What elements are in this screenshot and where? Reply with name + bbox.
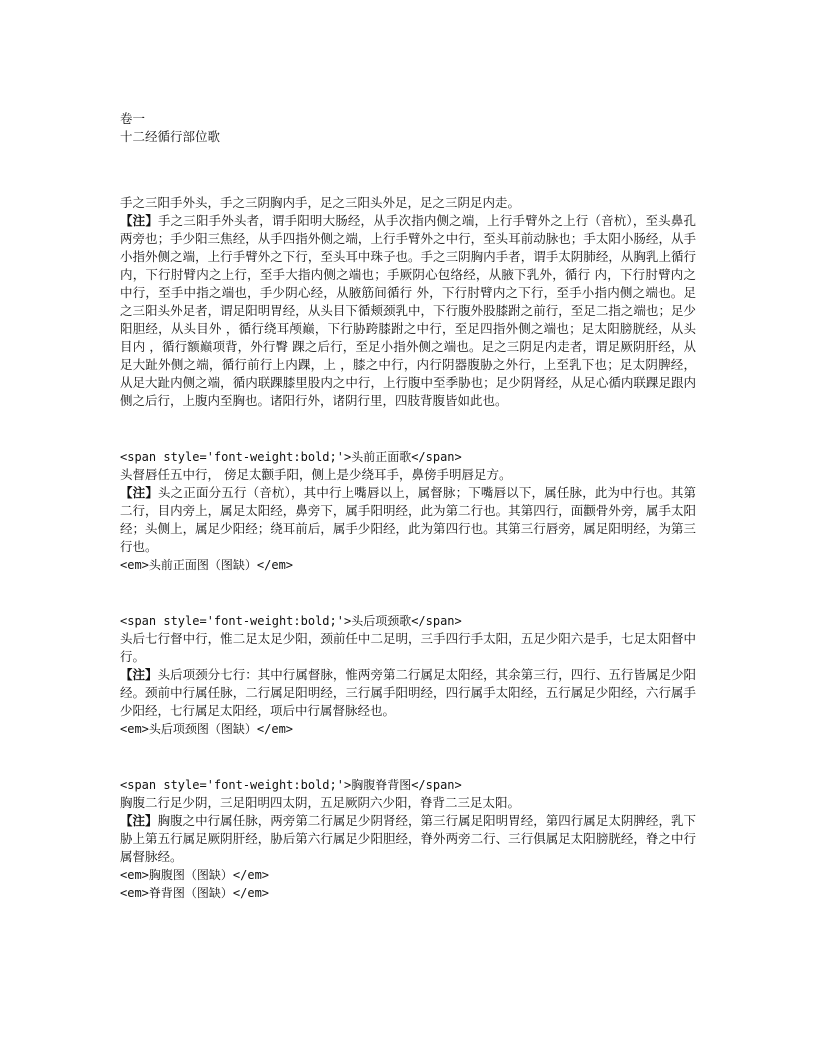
- annotation-text: 头之正面分五行（音杭），其中行上嘴唇以上，属督脉；下嘴唇以下，属任脉，此为中行也。其第二行，目内旁上，属足太阳经，鼻旁下，属手阳明经，此为第二行也。其第四行，面颧骨外旁，属手太阳经；头侧上，属足少阳经；绕耳前后，属手少阳经，此为第四行也。其第三行唇旁，属足阳明经，为第三行也。: [120, 485, 696, 554]
- section-heading: <span style='font-weight:bold;'>头后项颈歌</span>: [120, 614, 462, 628]
- verse: 头后七行督中行，惟二足太足少阳，颈前任中二足明，三手四行手太阳，五足少阳六是手，七足太阳督中行。: [120, 631, 696, 664]
- section-meridian-verse: [120, 194, 696, 410]
- volume-label: 卷一: [120, 111, 146, 126]
- figure-placeholder: <em>头前正面图（图缺）</em>: [120, 558, 294, 572]
- verse: 头督唇任五中行， 傍足太颧手阳，侧上是少绕耳手，鼻傍手明唇足方。: [120, 467, 512, 482]
- annotation-mark: 【注】: [120, 213, 158, 228]
- annotation: [120, 666, 696, 720]
- annotation-mark: 【注】: [120, 667, 158, 682]
- section-chest-back: [120, 776, 696, 902]
- annotation: [120, 484, 696, 556]
- annotation: [120, 212, 696, 410]
- section-head-front: [120, 448, 696, 574]
- annotation-mark: 【注】: [120, 485, 158, 500]
- section-heading: <span style='font-weight:bold;'>头前正面歌</span>: [120, 450, 462, 464]
- verse: 胸腹二行足少阴，三足阳明四太阴，五足厥阴六少阳，脊背二三足太阳。: [120, 795, 521, 810]
- annotation-mark: 【注】: [120, 813, 158, 828]
- annotation-text: 头后项颈分七行：其中行属督脉，惟两旁第二行属足太阳经，其余第三行，四行、五行皆属足少阳经。颈前中行属任脉，二行属足阳明经，三行属手阳明经，四行属手太阳经，五行属足少阳经，六行属手少阳经，七行属足太阳经，项后中行属督脉经也。: [120, 667, 696, 718]
- figure-placeholder: <em>头后项颈图（图缺）</em>: [120, 722, 294, 736]
- verse: 手之三阳手外头，手之三阴胸内手，足之三阳头外足，足之三阴足内走。: [120, 195, 521, 210]
- annotation-text: 手之三阳手外头者，谓手阳明大肠经，从手次指内侧之端，上行手臂外之上行（音杭），至头鼻孔两旁也；手少阳三焦经，从手四指外侧之端，上行手臂外之中行，至头耳前动脉也；手太阳小肠经，从手小指外侧之端，上行手臂外之下行，至头耳中珠子也。手之三阴胸内手者，谓手太阴肺经，从胸乳上循行 内，下行肘臂内之上行，至手大指内侧之端也；手厥阴心包络经，从腋下乳外，循行 内，下行肘臂内之中行，至手中指之端也，手少阴心经，从腋筋间循行 外，下行肘臂内之下行，至手小指内侧之端也。足之三阳头外足者，谓足阳明胃经，从头目下循颊颈乳中，下行腹外股膝跗之前行，至足二指之端也；足少阳胆经，从头目外 ，循行绕耳颅巅，下行胁跨膝跗之中行，至足四指外侧之端也；足太阳膀胱经，从头目内 ，循行额巅项背，外行臀 踝之后行，至足小指外侧之端也。足之三阴足内走者，谓足厥阴肝经，从足大趾外侧之端，循行前行上内踝，上 ，膝之中行，内行阴器腹胁之外行，上至乳下也；足太阴脾经，从足大趾内侧之端，循内联踝膝里股内之中行，上行腹中至季胁也；足少阴肾经，从足心循内联踝足跟内侧之后行，上腹内至胸也。诸阳行外，诸阴行里，四肢背腹皆如此也。: [120, 213, 696, 408]
- annotation-text: 胸腹之中行属任脉，两旁第二行属足少阴肾经，第三行属足阳明胃经，第四行属足太阴脾经，乳下胁上第五行属足厥阴肝经，胁后第六行属足少阳胆经，脊外两旁二行、三行俱属足太阳膀胱经，脊之中行属督脉经。: [120, 813, 696, 864]
- section-head-back: [120, 612, 696, 738]
- section-heading: <span style='font-weight:bold;'>胸腹脊背图</span>: [120, 778, 462, 792]
- page-title: 十二经循行部位歌: [120, 129, 221, 144]
- figure-placeholder: <em>脊背图（图缺）</em>: [120, 886, 270, 900]
- annotation: [120, 812, 696, 866]
- figure-placeholder: <em>胸腹图（图缺）</em>: [120, 868, 270, 882]
- document-page: [120, 110, 696, 902]
